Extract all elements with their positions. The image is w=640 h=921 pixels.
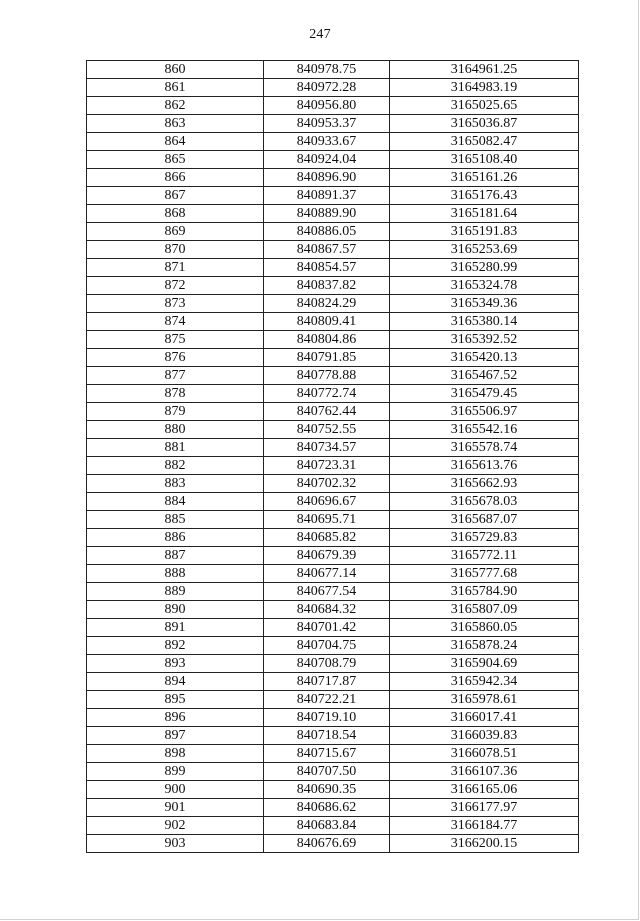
point-number-cell: 885: [87, 511, 264, 529]
table-row: [87, 277, 579, 295]
x-coordinate-cell: 840702.32: [264, 475, 390, 493]
x-coordinate-cell: 840718.54: [264, 727, 390, 745]
x-coordinate-cell: 840972.28: [264, 79, 390, 97]
x-coordinate-cell: 840772.74: [264, 385, 390, 403]
x-coordinate-cell: 840933.67: [264, 133, 390, 151]
y-coordinate-cell: 3165687.07: [390, 511, 579, 529]
table-row: [87, 583, 579, 601]
table-row: [87, 79, 579, 97]
table-row: [87, 691, 579, 709]
point-number-cell: 867: [87, 187, 264, 205]
y-coordinate-cell: 3165181.64: [390, 205, 579, 223]
x-coordinate-cell: 840891.37: [264, 187, 390, 205]
y-coordinate-cell: 3165176.43: [390, 187, 579, 205]
x-coordinate-cell: 840679.39: [264, 547, 390, 565]
y-coordinate-cell: 3165420.13: [390, 349, 579, 367]
table-row: [87, 637, 579, 655]
table-row: [87, 205, 579, 223]
point-number-cell: 887: [87, 547, 264, 565]
point-number-cell: 886: [87, 529, 264, 547]
x-coordinate-cell: 840752.55: [264, 421, 390, 439]
table-row: [87, 799, 579, 817]
y-coordinate-cell: 3165777.68: [390, 565, 579, 583]
x-coordinate-cell: 840722.21: [264, 691, 390, 709]
point-number-cell: 864: [87, 133, 264, 151]
x-coordinate-cell: 840683.84: [264, 817, 390, 835]
y-coordinate-cell: 3166200.15: [390, 835, 579, 853]
y-coordinate-cell: 3166165.06: [390, 781, 579, 799]
y-coordinate-cell: 3165161.26: [390, 169, 579, 187]
coordinates-table: [86, 60, 579, 853]
table-row: [87, 565, 579, 583]
y-coordinate-cell: 3165324.78: [390, 277, 579, 295]
x-coordinate-cell: 840685.82: [264, 529, 390, 547]
table-row: [87, 133, 579, 151]
table-row: [87, 601, 579, 619]
y-coordinate-cell: 3165542.16: [390, 421, 579, 439]
y-coordinate-cell: 3165036.87: [390, 115, 579, 133]
table-row: [87, 421, 579, 439]
point-number-cell: 903: [87, 835, 264, 853]
y-coordinate-cell: 3165578.74: [390, 439, 579, 457]
x-coordinate-cell: 840762.44: [264, 403, 390, 421]
y-coordinate-cell: 3164961.25: [390, 61, 579, 79]
x-coordinate-cell: 840690.35: [264, 781, 390, 799]
table-row: [87, 457, 579, 475]
point-number-cell: 873: [87, 295, 264, 313]
point-number-cell: 878: [87, 385, 264, 403]
x-coordinate-cell: 840677.14: [264, 565, 390, 583]
point-number-cell: 889: [87, 583, 264, 601]
x-coordinate-cell: 840978.75: [264, 61, 390, 79]
x-coordinate-cell: 840707.50: [264, 763, 390, 781]
page-number: 247: [309, 27, 331, 42]
x-coordinate-cell: 840867.57: [264, 241, 390, 259]
point-number-cell: 880: [87, 421, 264, 439]
x-coordinate-cell: 840956.80: [264, 97, 390, 115]
y-coordinate-cell: 3165380.14: [390, 313, 579, 331]
y-coordinate-cell: 3165349.36: [390, 295, 579, 313]
table-row: [87, 223, 579, 241]
x-coordinate-cell: 840708.79: [264, 655, 390, 673]
y-coordinate-cell: 3164983.19: [390, 79, 579, 97]
table-row: [87, 169, 579, 187]
table-row: [87, 97, 579, 115]
point-number-cell: 863: [87, 115, 264, 133]
point-number-cell: 892: [87, 637, 264, 655]
x-coordinate-cell: 840854.57: [264, 259, 390, 277]
point-number-cell: 865: [87, 151, 264, 169]
table-row: [87, 781, 579, 799]
point-number-cell: 899: [87, 763, 264, 781]
y-coordinate-cell: 3166078.51: [390, 745, 579, 763]
table-row: [87, 727, 579, 745]
table-row: [87, 115, 579, 133]
point-number-cell: 896: [87, 709, 264, 727]
y-coordinate-cell: 3165860.05: [390, 619, 579, 637]
y-coordinate-cell: 3165479.45: [390, 385, 579, 403]
x-coordinate-cell: 840695.71: [264, 511, 390, 529]
point-number-cell: 893: [87, 655, 264, 673]
table-row: [87, 511, 579, 529]
point-number-cell: 895: [87, 691, 264, 709]
point-number-cell: 898: [87, 745, 264, 763]
point-number-cell: 894: [87, 673, 264, 691]
point-number-cell: 861: [87, 79, 264, 97]
point-number-cell: 902: [87, 817, 264, 835]
x-coordinate-cell: 840886.05: [264, 223, 390, 241]
table-row: [87, 313, 579, 331]
point-number-cell: 882: [87, 457, 264, 475]
y-coordinate-cell: 3165878.24: [390, 637, 579, 655]
point-number-cell: 874: [87, 313, 264, 331]
x-coordinate-cell: 840953.37: [264, 115, 390, 133]
y-coordinate-cell: 3166184.77: [390, 817, 579, 835]
x-coordinate-cell: 840896.90: [264, 169, 390, 187]
table-row: [87, 187, 579, 205]
x-coordinate-cell: 840717.87: [264, 673, 390, 691]
point-number-cell: 879: [87, 403, 264, 421]
y-coordinate-cell: 3166039.83: [390, 727, 579, 745]
point-number-cell: 877: [87, 367, 264, 385]
x-coordinate-cell: 840778.88: [264, 367, 390, 385]
y-coordinate-cell: 3166177.97: [390, 799, 579, 817]
x-coordinate-cell: 840889.90: [264, 205, 390, 223]
table-row: [87, 673, 579, 691]
x-coordinate-cell: 840837.82: [264, 277, 390, 295]
point-number-cell: 883: [87, 475, 264, 493]
y-coordinate-cell: 3165191.83: [390, 223, 579, 241]
table-row: [87, 439, 579, 457]
table-row: [87, 493, 579, 511]
table-row: [87, 835, 579, 853]
y-coordinate-cell: 3165082.47: [390, 133, 579, 151]
point-number-cell: 891: [87, 619, 264, 637]
table-row: [87, 331, 579, 349]
x-coordinate-cell: 840824.29: [264, 295, 390, 313]
table-row: [87, 817, 579, 835]
point-number-cell: 884: [87, 493, 264, 511]
y-coordinate-cell: 3165280.99: [390, 259, 579, 277]
table-row: [87, 241, 579, 259]
x-coordinate-cell: 840704.75: [264, 637, 390, 655]
y-coordinate-cell: 3165942.34: [390, 673, 579, 691]
table-row: [87, 547, 579, 565]
point-number-cell: 888: [87, 565, 264, 583]
x-coordinate-cell: 840684.32: [264, 601, 390, 619]
y-coordinate-cell: 3165025.65: [390, 97, 579, 115]
point-number-cell: 901: [87, 799, 264, 817]
table-row: [87, 529, 579, 547]
y-coordinate-cell: 3166017.41: [390, 709, 579, 727]
table-row: [87, 349, 579, 367]
x-coordinate-cell: 840804.86: [264, 331, 390, 349]
x-coordinate-cell: 840809.41: [264, 313, 390, 331]
x-coordinate-cell: 840686.62: [264, 799, 390, 817]
x-coordinate-cell: 840676.69: [264, 835, 390, 853]
point-number-cell: 871: [87, 259, 264, 277]
y-coordinate-cell: 3165678.03: [390, 493, 579, 511]
point-number-cell: 897: [87, 727, 264, 745]
point-number-cell: 870: [87, 241, 264, 259]
table-row: [87, 709, 579, 727]
y-coordinate-cell: 3166107.36: [390, 763, 579, 781]
y-coordinate-cell: 3165807.09: [390, 601, 579, 619]
table-row: [87, 619, 579, 637]
y-coordinate-cell: 3165253.69: [390, 241, 579, 259]
table-row: [87, 259, 579, 277]
point-number-cell: 866: [87, 169, 264, 187]
coordinates-table-body: [87, 61, 579, 853]
point-number-cell: 869: [87, 223, 264, 241]
table-row: [87, 655, 579, 673]
y-coordinate-cell: 3165772.11: [390, 547, 579, 565]
x-coordinate-cell: 840719.10: [264, 709, 390, 727]
y-coordinate-cell: 3165108.40: [390, 151, 579, 169]
y-coordinate-cell: 3165662.93: [390, 475, 579, 493]
y-coordinate-cell: 3165392.52: [390, 331, 579, 349]
y-coordinate-cell: 3165784.90: [390, 583, 579, 601]
x-coordinate-cell: 840696.67: [264, 493, 390, 511]
table-row: [87, 61, 579, 79]
y-coordinate-cell: 3165613.76: [390, 457, 579, 475]
y-coordinate-cell: 3165978.61: [390, 691, 579, 709]
point-number-cell: 875: [87, 331, 264, 349]
table-row: [87, 295, 579, 313]
table-row: [87, 763, 579, 781]
y-coordinate-cell: 3165467.52: [390, 367, 579, 385]
table-row: [87, 403, 579, 421]
y-coordinate-cell: 3165506.97: [390, 403, 579, 421]
table-row: [87, 385, 579, 403]
y-coordinate-cell: 3165729.83: [390, 529, 579, 547]
x-coordinate-cell: 840791.85: [264, 349, 390, 367]
point-number-cell: 890: [87, 601, 264, 619]
point-number-cell: 860: [87, 61, 264, 79]
x-coordinate-cell: 840715.67: [264, 745, 390, 763]
table-row: [87, 151, 579, 169]
point-number-cell: 876: [87, 349, 264, 367]
y-coordinate-cell: 3165904.69: [390, 655, 579, 673]
table-row: [87, 475, 579, 493]
point-number-cell: 900: [87, 781, 264, 799]
x-coordinate-cell: 840677.54: [264, 583, 390, 601]
x-coordinate-cell: 840723.31: [264, 457, 390, 475]
point-number-cell: 862: [87, 97, 264, 115]
point-number-cell: 881: [87, 439, 264, 457]
table-row: [87, 745, 579, 763]
x-coordinate-cell: 840734.57: [264, 439, 390, 457]
point-number-cell: 868: [87, 205, 264, 223]
table-row: [87, 367, 579, 385]
x-coordinate-cell: 840701.42: [264, 619, 390, 637]
x-coordinate-cell: 840924.04: [264, 151, 390, 169]
point-number-cell: 872: [87, 277, 264, 295]
